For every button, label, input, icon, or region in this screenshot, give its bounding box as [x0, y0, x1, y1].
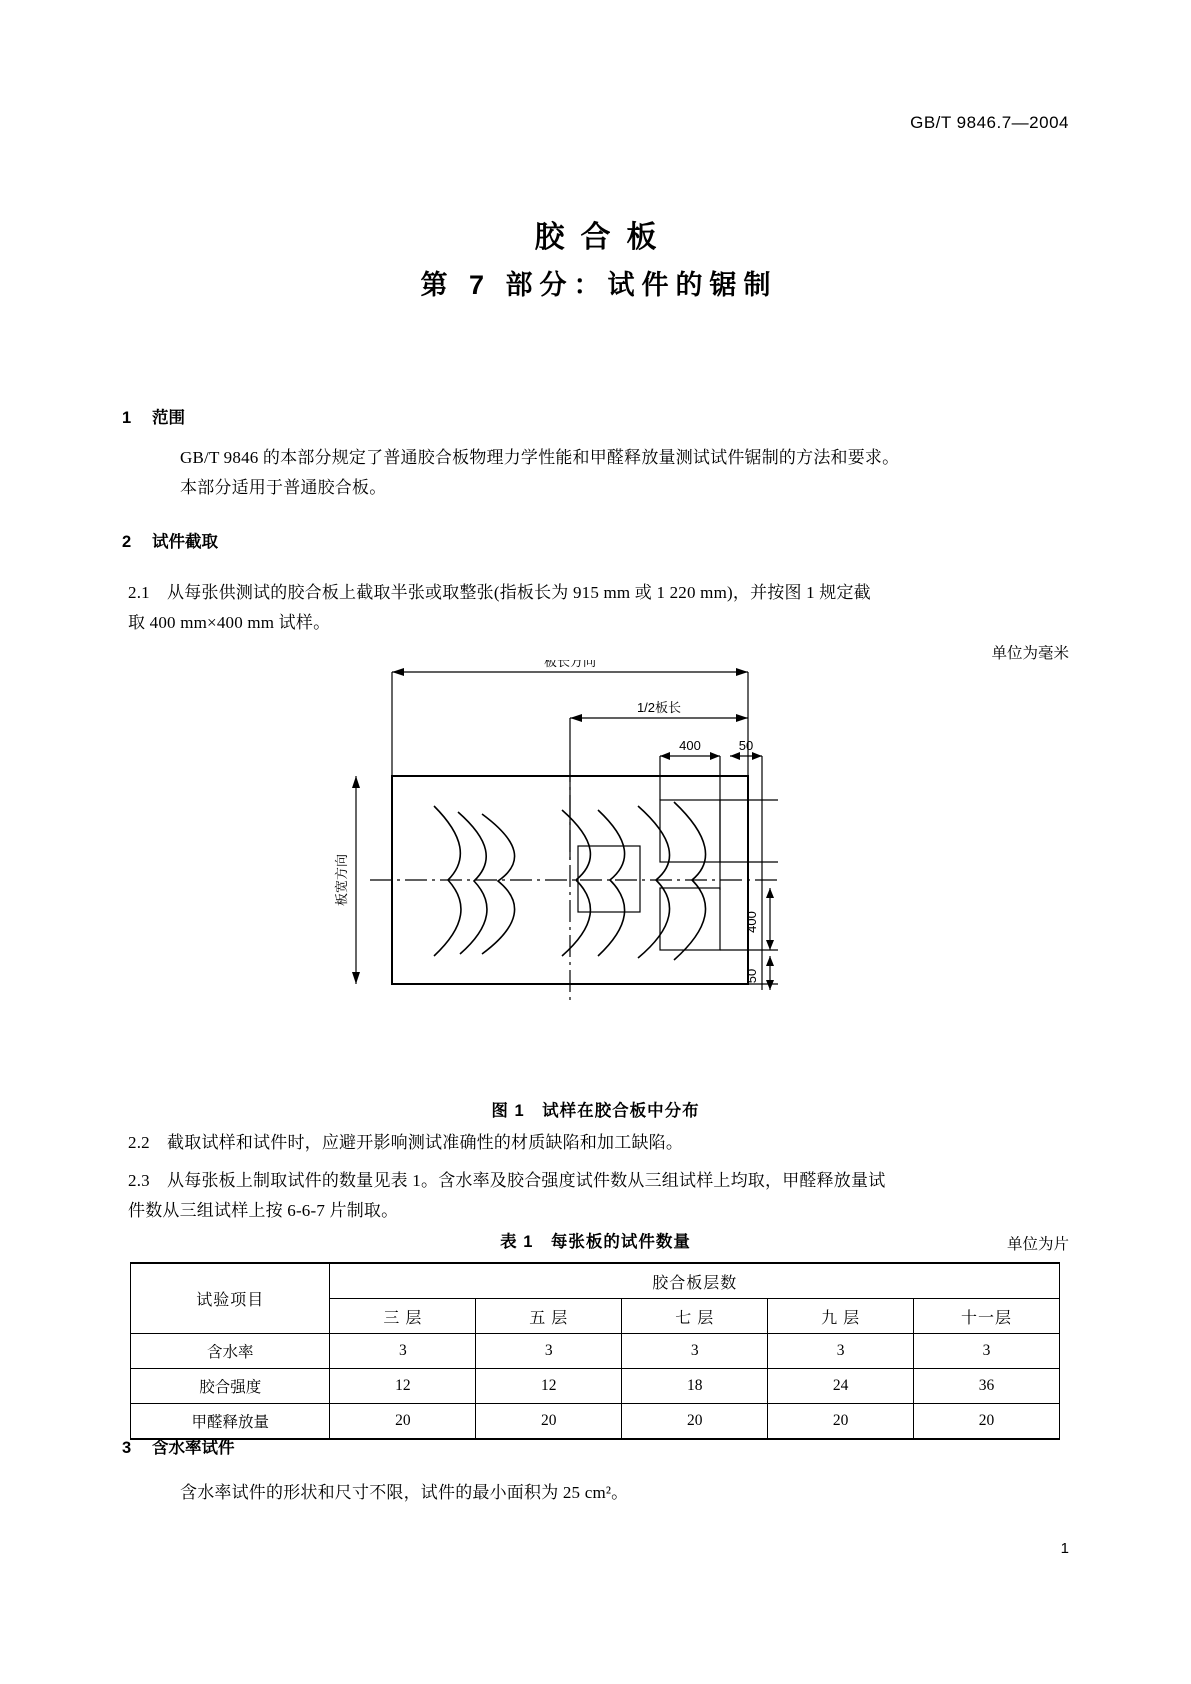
page-number: 1	[1060, 1540, 1069, 1557]
table-column-header: 十一层	[914, 1299, 1060, 1334]
table-cell-value: 20	[622, 1404, 768, 1440]
section-number-1: 1	[122, 409, 132, 427]
paragraph-1-line2: 本部分适用于普通胶合板。	[180, 478, 387, 497]
clause-2-1-line2: 取 400 mm×400 mm 试样。	[128, 613, 331, 632]
section-label-1: 范围	[152, 409, 185, 427]
table-cell-value: 18	[622, 1369, 768, 1404]
document-subtitle: 第 7 部分：试件的锯制	[420, 270, 778, 300]
clause-2-1-line1: 2.1 从每张供测试的胶合板上截取半张或取整张(指板长为 915 mm 或 1 220 mm)，并按图 1 规定截	[128, 583, 871, 602]
table-column-header: 九 层	[768, 1299, 914, 1334]
table-cell-value: 3	[330, 1334, 476, 1369]
figure-1-caption: 图 1 试样在胶合板中分布	[491, 1102, 700, 1120]
table-row	[131, 1404, 1060, 1440]
svg-text:50: 50	[738, 738, 754, 753]
section-heading-1	[122, 404, 185, 428]
svg-text:1/2板长: 1/2板长	[636, 700, 682, 715]
clause-2-3-line1: 2.3 从每张板上制取试件的数量见表 1。含水率及胶合强度试件数从三组试样上均取，甲醛释放量试	[128, 1171, 886, 1190]
table-unit-note: 单位为片	[1006, 1236, 1069, 1253]
svg-text:板宽方向: 板宽方向	[334, 853, 349, 907]
table-cell-value: 3	[622, 1334, 768, 1369]
section-number-2: 2	[122, 533, 132, 551]
table-col-header-main: 胶合板层数	[330, 1263, 1060, 1299]
clause-2-2: 2.2 截取试样和试件时，应避开影响测试准确性的材质缺陷和加工缺陷。	[128, 1133, 684, 1152]
svg-text:400: 400	[744, 911, 759, 933]
table-1	[130, 1262, 1060, 1440]
table-cell-value: 3	[914, 1334, 1060, 1369]
table-cell-value: 12	[476, 1369, 622, 1404]
section-heading-2	[122, 528, 218, 552]
table-cell-value: 20	[476, 1404, 622, 1440]
table-cell-value: 20	[330, 1404, 476, 1440]
svg-text:400: 400	[679, 738, 701, 753]
table-cell-item: 含水率	[131, 1334, 330, 1369]
standard-number: GB/T 9846.7—2004	[910, 113, 1069, 132]
svg-text:板长方向: 板长方向	[543, 660, 597, 669]
table-cell-value: 24	[768, 1369, 914, 1404]
paragraph-1-line1: GB/T 9846 的本部分规定了普通胶合板物理力学性能和甲醛释放量测试试件锯制的方法和要求。	[180, 448, 900, 467]
table-cell-item: 甲醛释放量	[131, 1404, 330, 1440]
table-1-caption: 表 1 每张板的试件数量	[500, 1233, 691, 1251]
table-cell-value: 3	[768, 1334, 914, 1369]
paragraph-3: 含水率试件的形状和尺寸不限，试件的最小面积为 25 cm²。	[180, 1483, 629, 1502]
table-cell-item: 胶合强度	[131, 1369, 330, 1404]
section-label-3: 含水率试件	[152, 1439, 235, 1457]
table-column-header: 七 层	[622, 1299, 768, 1334]
table-cell-value: 12	[330, 1369, 476, 1404]
section-heading-3	[122, 1434, 235, 1458]
table-row-header-label: 试验项目	[131, 1263, 330, 1334]
table-column-header: 五 层	[476, 1299, 622, 1334]
section-number-3: 3	[122, 1439, 132, 1457]
figure-unit-note: 单位为毫米	[991, 645, 1069, 662]
table-column-header: 三 层	[330, 1299, 476, 1334]
table-cell-value: 20	[914, 1404, 1060, 1440]
table-cell-value: 3	[476, 1334, 622, 1369]
document-title: 胶合板	[534, 221, 673, 254]
table-row	[131, 1369, 1060, 1404]
figure-1-diagram	[330, 660, 890, 1080]
table-cell-value: 36	[914, 1369, 1060, 1404]
table-row	[131, 1334, 1060, 1369]
table-cell-value: 20	[768, 1404, 914, 1440]
section-label-2: 试件截取	[152, 533, 218, 551]
table-header-row-1	[131, 1263, 1060, 1299]
svg-text:50: 50	[744, 968, 759, 984]
clause-2-3-line2: 件数从三组试样上按 6-6-7 片制取。	[128, 1201, 399, 1220]
